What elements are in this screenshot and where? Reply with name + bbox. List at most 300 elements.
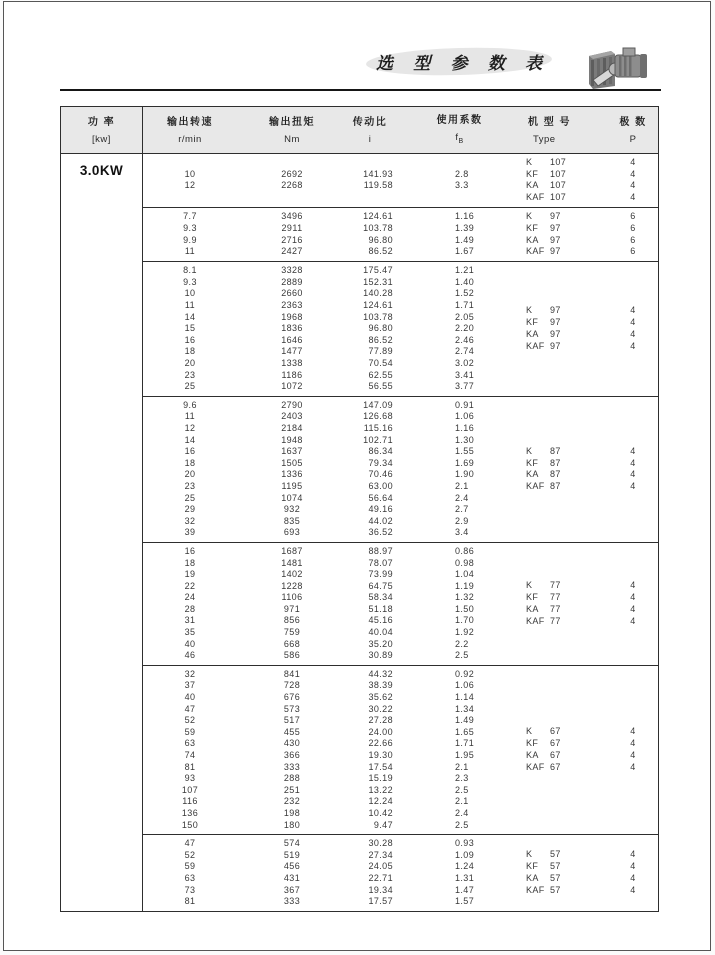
transmission-ratio-cell: 22.71: [368, 872, 393, 883]
output-torque-cell: 1195: [281, 480, 303, 491]
output-speed-cell: 29: [184, 504, 196, 515]
model-row: [526, 157, 658, 169]
output-speed-cell: 107: [181, 784, 199, 795]
transmission-ratio-cell: 141.93: [363, 168, 393, 179]
output-torque-cell: 693: [283, 527, 301, 538]
output-speed-cell: 9.9: [183, 234, 197, 245]
model-prefix: KA: [526, 234, 539, 245]
model-size: 67: [550, 726, 561, 737]
output-speed-cell: 81: [184, 761, 196, 772]
model-poles: 4: [630, 580, 636, 591]
model-poles: 4: [630, 192, 636, 203]
table-row: [143, 323, 526, 335]
transmission-ratio-cell: 45.16: [368, 615, 393, 626]
output-torque-cell: 856: [283, 615, 301, 626]
model-row: [526, 481, 658, 493]
service-factor-cell: 0.98: [455, 557, 475, 568]
output-speed-cell: 25: [184, 381, 196, 392]
service-factor-cell: 3.4: [455, 527, 469, 538]
model-type: [526, 341, 608, 353]
table-row: [143, 896, 526, 908]
table-row: [143, 370, 526, 382]
service-factor-cell: 3.3: [455, 180, 469, 191]
table-row: [143, 650, 526, 662]
model-row: [526, 885, 658, 897]
model-type: [526, 885, 608, 897]
model-type: [526, 329, 608, 341]
output-torque-cell: 519: [283, 849, 301, 860]
output-speed-cell: 37: [184, 680, 196, 691]
table-row: [143, 727, 526, 739]
output-speed-cell: 59: [184, 861, 196, 872]
power-header-label: 功 率: [87, 116, 116, 128]
table-row: [143, 581, 526, 593]
transmission-ratio-cell: 10.42: [368, 807, 393, 818]
output-torque-cell: 1074: [281, 492, 303, 503]
table-row: [143, 516, 526, 528]
service-factor-cell: 1.71: [455, 300, 475, 311]
model-prefix: KAF: [526, 884, 545, 895]
model-row: [526, 211, 658, 223]
table-row: [143, 604, 526, 616]
model-prefix: KA: [526, 469, 539, 480]
model-poles: 4: [630, 305, 636, 316]
service-factor-cell: 2.4: [455, 807, 469, 818]
model-type: [526, 305, 608, 317]
output-torque-cell: 573: [283, 703, 301, 714]
output-speed-cell: 18: [184, 557, 196, 568]
transmission-ratio-cell: 17.57: [368, 896, 393, 907]
model-size: 97: [550, 305, 561, 316]
table-row: [143, 615, 526, 627]
output-speed-cell: 22: [184, 580, 196, 591]
output-torque-cell: 574: [283, 838, 301, 849]
model-row: [526, 341, 658, 353]
group-data-rows: [143, 838, 526, 908]
table-group: [143, 154, 658, 207]
output-torque-cell: 1646: [281, 334, 303, 345]
transmission-ratio-cell: 19.34: [368, 884, 393, 895]
output-torque-cell: 517: [283, 715, 301, 726]
output-speed-cell: 20: [184, 469, 196, 480]
table-row: [143, 423, 526, 435]
output-speed-cell: 116: [182, 796, 198, 807]
transmission-ratio-cell: 24.05: [368, 861, 393, 872]
model-poles: 4: [630, 156, 636, 167]
service-factor-cell: 1.52: [455, 288, 475, 299]
table-row: [143, 546, 526, 558]
group-models: [526, 305, 658, 352]
transmission-ratio-cell: 86.34: [368, 446, 393, 457]
output-speed-cell: 9.3: [183, 276, 197, 287]
table-row: [143, 411, 526, 423]
model-prefix: KA: [526, 750, 539, 761]
model-prefix: KF: [526, 861, 539, 872]
output-torque-cell: 1338: [281, 358, 303, 369]
output-torque-cell: 2790: [281, 399, 303, 410]
model-row: [526, 861, 658, 873]
column-header-type: 机 型 号 Type: [528, 116, 572, 145]
output-torque-cell: 1968: [281, 311, 303, 322]
output-torque-cell: 1186: [281, 369, 303, 380]
output-speed-cell: 12: [184, 180, 196, 191]
table-row: [143, 223, 526, 235]
transmission-ratio-cell: 102.71: [363, 434, 393, 445]
table-row: [143, 558, 526, 570]
model-size: 87: [550, 445, 561, 456]
group-models: [526, 157, 658, 204]
model-prefix: KAF: [526, 246, 545, 257]
output-speed-cell: 59: [184, 726, 196, 737]
model-type: [526, 604, 608, 616]
model-prefix: K: [526, 849, 533, 860]
transmission-ratio-cell: 44.02: [368, 515, 393, 526]
model-type: [526, 157, 608, 169]
model-size: 97: [550, 340, 561, 351]
table-header: [61, 107, 658, 154]
power-header-unit: [kw]: [92, 133, 111, 145]
transmission-ratio-cell: 96.80: [368, 234, 393, 245]
model-poles: 4: [630, 340, 636, 351]
model-prefix: K: [526, 211, 533, 222]
selection-table: [60, 106, 659, 912]
service-factor-cell: 1.24: [455, 861, 475, 872]
output-torque-cell: 728: [283, 680, 301, 691]
table-row: [143, 458, 526, 470]
service-factor-cell: 1.71: [455, 738, 475, 749]
table-row: [143, 235, 526, 247]
transmission-ratio-cell: 115.16: [363, 422, 393, 433]
output-speed-cell: 23: [184, 480, 196, 491]
table-row: [143, 704, 526, 716]
transmission-ratio-cell: 58.34: [368, 592, 393, 603]
transmission-ratio-cell: 15.19: [368, 773, 393, 784]
output-torque-cell: 668: [283, 638, 301, 649]
model-size: 97: [550, 222, 561, 233]
model-row: [526, 246, 658, 258]
model-size: 57: [550, 884, 561, 895]
group-models: [526, 849, 658, 896]
service-factor-cell: 1.40: [455, 276, 475, 287]
model-row: [526, 305, 658, 317]
transmission-ratio-cell: 9.47: [373, 819, 393, 830]
transmission-ratio-cell: 119.58: [363, 180, 393, 191]
table-row: [143, 312, 526, 324]
service-factor-cell: 1.70: [455, 615, 475, 626]
table-row: [143, 527, 526, 539]
transmission-ratio-cell: 103.78: [363, 223, 393, 234]
table-row: [143, 265, 526, 277]
service-factor-cell: 1.04: [455, 569, 475, 580]
service-factor-cell: 3.77: [455, 381, 475, 392]
service-factor-cell: 1.67: [455, 246, 475, 257]
service-factor-cell: 2.46: [455, 334, 475, 345]
model-poles: 4: [630, 726, 636, 737]
model-row: [526, 738, 658, 750]
table-row: [143, 400, 526, 412]
output-speed-cell: 9.3: [183, 223, 197, 234]
output-speed-cell: 74: [184, 750, 196, 761]
group-data-rows: [143, 669, 526, 831]
output-speed-cell: 18: [184, 346, 196, 357]
output-speed-cell: 24: [184, 592, 196, 603]
power-value-cell: 3.0KW: [61, 154, 143, 911]
model-size: 57: [550, 872, 561, 883]
output-torque-cell: 835: [283, 515, 301, 526]
output-torque-cell: 430: [283, 738, 301, 749]
transmission-ratio-cell: 49.16: [368, 504, 393, 515]
service-factor-cell: 2.05: [455, 311, 475, 322]
transmission-ratio-cell: 124.61: [363, 300, 393, 311]
model-size: 87: [550, 457, 561, 468]
column-header-ratio: 传动比 i: [352, 116, 388, 145]
model-prefix: KF: [526, 168, 539, 179]
model-size: 77: [550, 592, 561, 603]
model-prefix: KAF: [526, 192, 545, 203]
transmission-ratio-cell: 78.07: [368, 557, 393, 568]
output-speed-cell: 11: [184, 411, 196, 422]
service-factor-cell: 3.41: [455, 369, 475, 380]
service-factor-cell: 2.1: [455, 796, 469, 807]
output-speed-cell: 10: [184, 168, 196, 179]
service-factor-cell: 1.19: [455, 580, 475, 591]
output-torque-cell: 198: [283, 807, 301, 818]
output-torque-cell: 1948: [281, 434, 303, 445]
output-torque-cell: 456: [283, 861, 301, 872]
model-prefix: KAF: [526, 340, 545, 351]
table-row: [143, 504, 526, 516]
output-torque-cell: 2268: [281, 180, 303, 191]
transmission-ratio-cell: 12.24: [368, 796, 393, 807]
output-speed-cell: 40: [184, 638, 196, 649]
table-row: [143, 680, 526, 692]
service-factor-cell: 1.49: [455, 234, 475, 245]
model-size: 97: [550, 329, 561, 340]
table-row: [143, 277, 526, 289]
model-prefix: KF: [526, 738, 539, 749]
model-row: [526, 446, 658, 458]
output-torque-cell: 333: [283, 896, 301, 907]
output-speed-cell: 16: [184, 334, 196, 345]
model-poles: 6: [630, 246, 636, 257]
model-row: [526, 317, 658, 329]
table-group: [143, 542, 658, 665]
transmission-ratio-cell: 77.89: [368, 346, 393, 357]
service-factor-cell: 3.02: [455, 358, 475, 369]
transmission-ratio-cell: 38.39: [368, 680, 393, 691]
service-factor-cell: 2.3: [455, 773, 469, 784]
model-poles: 4: [630, 738, 636, 749]
model-type: [526, 317, 608, 329]
model-size: 107: [550, 168, 567, 179]
output-speed-cell: 25: [184, 492, 196, 503]
service-factor-cell: 1.16: [455, 422, 475, 433]
model-row: [526, 726, 658, 738]
table-row: [143, 820, 526, 832]
model-size: 77: [550, 615, 561, 626]
output-torque-cell: 251: [283, 784, 301, 795]
model-type: [526, 446, 608, 458]
model-type: [526, 762, 608, 774]
model-prefix: K: [526, 580, 533, 591]
output-speed-cell: 14: [184, 434, 196, 445]
output-torque-cell: 3496: [281, 211, 303, 222]
model-row: [526, 469, 658, 481]
transmission-ratio-cell: 30.89: [368, 650, 393, 661]
output-speed-cell: 15: [184, 323, 196, 334]
service-factor-cell: 1.06: [455, 680, 475, 691]
output-torque-cell: 1072: [281, 381, 303, 392]
model-poles: 6: [630, 211, 636, 222]
model-size: 87: [550, 469, 561, 480]
output-torque-cell: 455: [283, 726, 301, 737]
model-prefix: KAF: [526, 615, 545, 626]
service-factor-cell: 0.91: [455, 399, 475, 410]
model-poles: 4: [630, 481, 636, 492]
output-torque-cell: 366: [283, 750, 301, 761]
transmission-ratio-cell: 17.54: [368, 761, 393, 772]
model-type: [526, 481, 608, 493]
transmission-ratio-cell: 147.09: [363, 399, 393, 410]
output-speed-cell: 52: [184, 715, 196, 726]
table-row: [143, 627, 526, 639]
output-torque-cell: 2716: [281, 234, 303, 245]
service-factor-cell: 1.47: [455, 884, 475, 895]
table-group: [143, 665, 658, 834]
model-prefix: K: [526, 445, 533, 456]
group-data-rows: [143, 169, 526, 192]
model-poles: 4: [630, 884, 636, 895]
model-row: [526, 223, 658, 235]
model-poles: 4: [630, 445, 636, 456]
group-models: [526, 446, 658, 493]
table-row: [143, 785, 526, 797]
table-row: [143, 861, 526, 873]
table-row: [143, 808, 526, 820]
output-torque-cell: 676: [283, 692, 301, 703]
output-speed-cell: 81: [184, 896, 196, 907]
table-body: [61, 154, 658, 911]
output-speed-cell: 35: [184, 627, 196, 638]
output-torque-cell: 1505: [281, 457, 303, 468]
table-row: [143, 435, 526, 447]
group-data-rows: [143, 546, 526, 662]
model-row: [526, 873, 658, 885]
model-poles: 4: [630, 872, 636, 883]
output-torque-cell: 1481: [281, 557, 303, 568]
model-prefix: KF: [526, 222, 539, 233]
transmission-ratio-cell: 126.68: [363, 411, 393, 422]
table-row: [143, 692, 526, 704]
model-size: 107: [550, 156, 567, 167]
output-torque-cell: 1228: [281, 580, 303, 591]
table-row: [143, 592, 526, 604]
output-torque-cell: 1336: [281, 469, 303, 480]
model-size: 107: [550, 192, 567, 203]
transmission-ratio-cell: 13.22: [368, 784, 393, 795]
model-prefix: KF: [526, 457, 539, 468]
column-header-output-torque: 输出扭矩 Nm: [269, 116, 315, 145]
transmission-ratio-cell: 35.62: [368, 692, 393, 703]
service-factor-cell: 2.1: [455, 761, 469, 772]
model-type: [526, 235, 608, 247]
output-speed-cell: 18: [184, 457, 196, 468]
model-size: 67: [550, 738, 561, 749]
transmission-ratio-cell: 96.80: [368, 323, 393, 334]
output-speed-cell: 28: [184, 603, 196, 614]
table-row: [143, 796, 526, 808]
model-poles: 4: [630, 168, 636, 179]
transmission-ratio-cell: 86.52: [368, 334, 393, 345]
service-factor-cell: 1.69: [455, 457, 475, 468]
service-factor-cell: 0.93: [455, 838, 475, 849]
model-type: [526, 246, 608, 258]
service-factor-cell: 2.5: [455, 784, 469, 795]
model-poles: 4: [630, 317, 636, 328]
model-type: [526, 180, 608, 192]
model-poles: 4: [630, 603, 636, 614]
model-type: [526, 738, 608, 750]
transmission-ratio-cell: 140.28: [363, 288, 393, 299]
transmission-ratio-cell: 30.28: [368, 838, 393, 849]
output-torque-cell: 586: [283, 650, 301, 661]
service-factor-cell: 0.86: [455, 545, 475, 556]
service-factor-cell: 2.2: [455, 638, 469, 649]
table-row: [143, 169, 526, 181]
output-torque-cell: 1836: [281, 323, 303, 334]
transmission-ratio-cell: 27.34: [368, 849, 393, 860]
transmission-ratio-cell: 35.20: [368, 638, 393, 649]
output-torque-cell: 2427: [281, 246, 303, 257]
model-poles: 4: [630, 592, 636, 603]
gearmotor-photo-icon: [585, 42, 651, 92]
service-factor-cell: 2.4: [455, 492, 469, 503]
service-factor-cell: 1.95: [455, 750, 475, 761]
output-speed-cell: 23: [184, 369, 196, 380]
model-type: [526, 861, 608, 873]
column-header-output-speed: 输出转速 r/min: [167, 116, 213, 145]
output-torque-cell: 1402: [281, 569, 303, 580]
model-prefix: K: [526, 156, 533, 167]
model-prefix: KF: [526, 592, 539, 603]
output-torque-cell: 2889: [281, 276, 303, 287]
model-row: [526, 180, 658, 192]
service-factor-cell: 1.06: [455, 411, 475, 422]
output-torque-cell: 841: [283, 668, 301, 679]
service-factor-cell: 1.39: [455, 223, 475, 234]
table-group: [143, 834, 658, 911]
model-prefix: KAF: [526, 481, 545, 492]
transmission-ratio-cell: 64.75: [368, 580, 393, 591]
output-speed-cell: 31: [184, 615, 196, 626]
output-speed-cell: 16: [184, 446, 196, 457]
output-speed-cell: 7.7: [183, 211, 197, 222]
output-speed-cell: 12: [184, 422, 196, 433]
table-row: [143, 715, 526, 727]
model-type: [526, 592, 608, 604]
group-models: [526, 726, 658, 773]
model-row: [526, 592, 658, 604]
model-row: [526, 169, 658, 181]
output-torque-cell: 1687: [281, 545, 303, 556]
model-prefix: K: [526, 305, 533, 316]
model-type: [526, 616, 608, 628]
model-type: [526, 458, 608, 470]
transmission-ratio-cell: 124.61: [363, 211, 393, 222]
table-row: [143, 493, 526, 505]
service-factor-cell: 1.16: [455, 211, 475, 222]
model-type: [526, 211, 608, 223]
